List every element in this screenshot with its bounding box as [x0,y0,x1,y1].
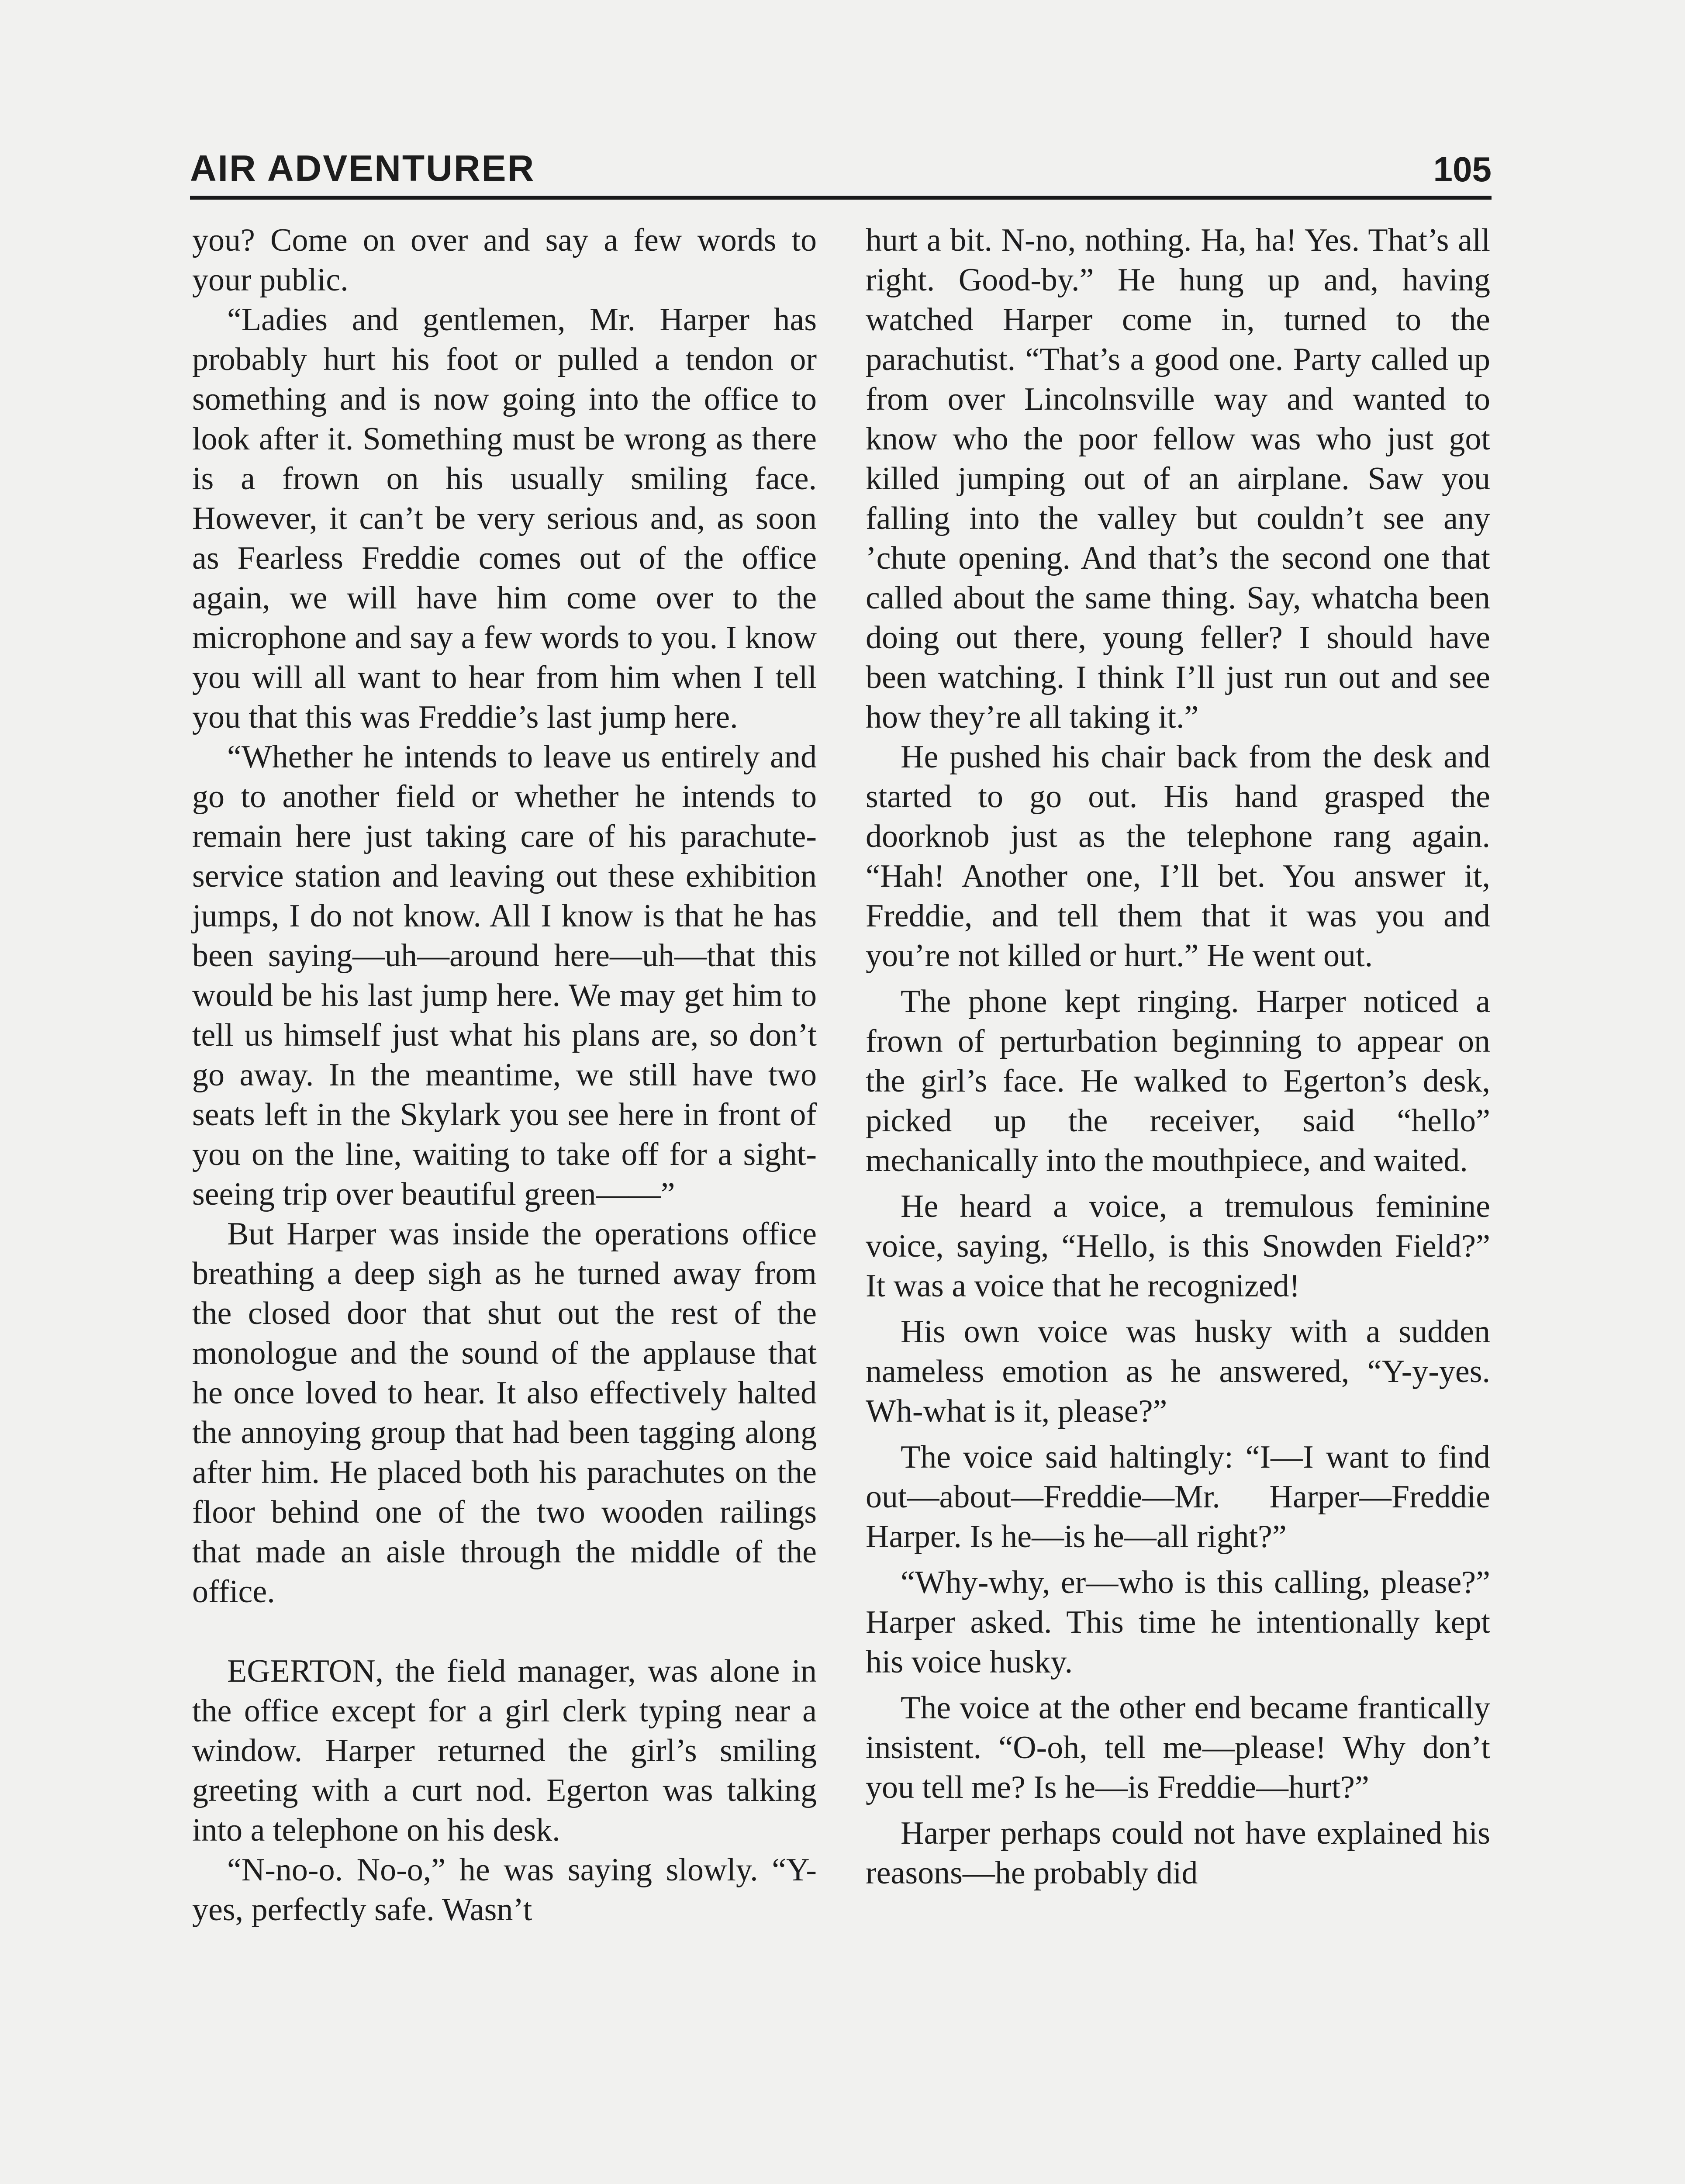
paragraph: hurt a bit. N-no, nothing. Ha, ha! Yes. That’s all right. Good-by.” He hung up and, having watched Harper come in, turned to the parachutist. “That’s a good one. Party called up from over Lincolnsville way and wanted to know who the poor fellow was who just got killed jumping out of an airplane. Saw you falling into the valley but couldn’t see any ’chute opening. And that’s the second one that called about the same thing. Say, whatcha been doing out there, young feller? I should have been watching. I think I’ll just run out and see how they’re all taking it.” [866,222,1490,735]
paragraph: you? Come on over and say a few words to your public. [192,222,817,298]
paragraph: “Why-why, er—who is this calling, please?” Harper asked. This time he intentionally kept his voice husky. [866,1565,1490,1680]
paragraph: The phone kept ringing. Harper noticed a frown of perturbation beginning to appear on the girl’s face. He walked to Egerton’s desk, picked up the receiver, said “hello” mechanically into the mouthpiece, and waited. [866,984,1490,1178]
running-header [190,139,1492,200]
left-column [192,221,817,1930]
page-number: 105 [1433,150,1492,189]
paragraph: But Harper was inside the operations office breathing a deep sigh as he turned away from the closed door that shut out the rest of the monologue and the sound of the applause that he once loved to hear. It also effectively halted the annoying group that had been tagging along after him. He placed both his parachutes on the floor behind one of the two wooden railings that made an aisle through the middle of the office. [192,1216,817,1610]
paragraph: “Whether he intends to leave us entirely and go to another field or whether he intends to remain here just taking care of his parachute-service station and leaving out these exhibition jumps, I do not know. All I know is that he has been saying—uh—around here—uh—that this would be his last jump here. We may get him to tell us himself just what his plans are, so don’t go away. In the meantime, we still have two seats left in the Skylark you see here in front of you on the line, waiting to take off for a sight-seeing trip over beautiful green——” [192,739,817,1212]
paragraph: “Ladies and gentlemen, Mr. Harper has probably hurt his foot or pulled a tendon or something and is now going into the office to look after it. Something must be wrong as there is a frown on his usually smiling face. However, it can’t be very serious and, as soon as Fearless Freddie comes out of the office again, we will have him come over to the microphone and say a few words to you. I know you will all want to hear from him when I tell you that this was Freddie’s last jump here. [192,302,817,735]
paragraph: “N-no-o. No-o,” he was saying slowly. “Y-yes, perfectly safe. Wasn’t [192,1852,817,1928]
paragraph: The voice said haltingly: “I—I want to find out—about—Freddie—Mr. Harper—Freddie Harper. Is he—is he—all right?” [866,1439,1490,1555]
right-column [866,221,1490,1893]
paragraph: He pushed his chair back from the desk and started to go out. His hand grasped the doorknob just as the telephone rang again. “Hah! Another one, I’ll bet. You answer it, Freddie, and tell them that it was you and you’re not killed or hurt.” He went out. [866,739,1490,974]
paragraph: The voice at the other end became frantically insistent. “O-oh, tell me—please! Why don’t you tell me? Is he—is Freddie—hurt?” [866,1690,1490,1805]
paragraph: His own voice was husky with a sudden nameless emotion as he answered, “Y-y-yes. Wh-what is it, please?” [866,1314,1490,1429]
paragraph: Harper perhaps could not have explained his reasons—he probably did [866,1815,1490,1891]
section-opening-paragraph: EGERTON, the field manager, was alone in the office except for a girl clerk typing near a window. Harper returned the girl’s smiling greeting with a curt nod. Egerton was talking into a telephone on his desk. [192,1653,817,1848]
magazine-title: AIR ADVENTURER [190,148,535,189]
paragraph: He heard a voice, a tremulous feminine voice, saying, “Hello, is this Snowden Field?” It was a voice that he recognized! [866,1189,1490,1304]
